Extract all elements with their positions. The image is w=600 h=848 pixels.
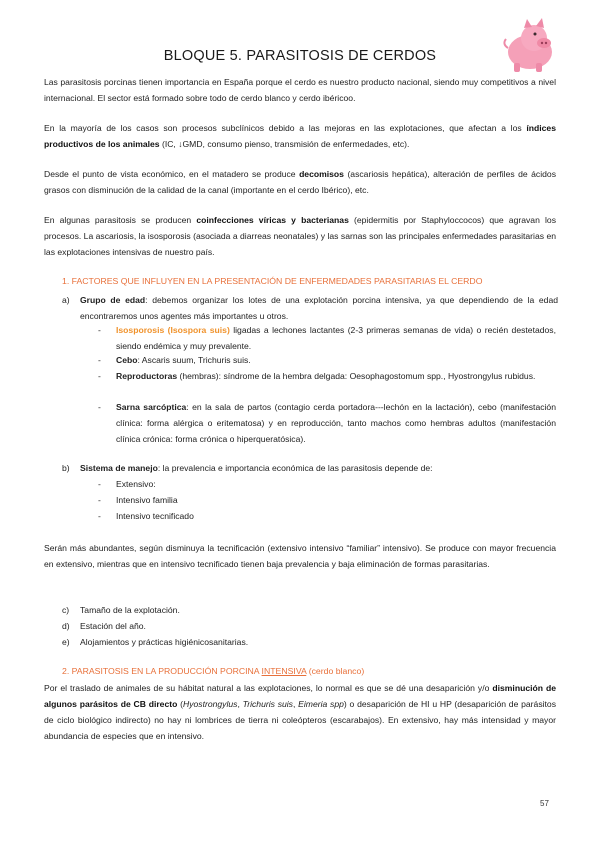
dash-marker: - bbox=[98, 371, 101, 381]
dash-marker: - bbox=[98, 402, 101, 412]
list-item-season: Estación del año. bbox=[80, 621, 146, 631]
list-marker-e: e) bbox=[62, 637, 70, 647]
list-item-housing: Alojamientos y prácticas higiénicosanitarias. bbox=[80, 637, 249, 647]
list-item-age-group: Grupo de edad: debemos organizar los lotes de una explotación porcina intensiva, ya que dependiendo de la edad encontraremos unos agentes más importantes u otros. bbox=[80, 295, 558, 321]
section-2-heading: 2. PARASITOSIS EN LA PRODUCCIÓN PORCINA INTENSIVA (cerdo blanco) bbox=[62, 666, 365, 676]
list-item-sarna: Sarna sarcóptica: en la sala de partos (contagio cerda portadora---lechón en la lactación), cebo (manifestación clínica: forma alérgica o eritematosa) y en reproducción, tanto machos como hembras adultos (manifestación clínica crónica: forma crónica o hiperqueratósica). bbox=[116, 402, 556, 444]
dash-marker: - bbox=[98, 511, 101, 521]
list-item-isosporosis: Isosporosis (Isospora suis) ligadas a lechones lactantes (2-3 primeras semanas de vida) o recién destetados, siendo endémica y muy prevalente. bbox=[116, 325, 556, 351]
list-item-management-system: Sistema de manejo: la prevalencia e importancia económica de las parasitosis depende de: bbox=[80, 463, 433, 473]
page-title: BLOQUE 5. PARASITOSIS DE CERDOS bbox=[163, 48, 437, 64]
list-marker-b: b) bbox=[62, 463, 70, 473]
section-2-paragraph: Por el traslado de animales de su hábitat natural a las explotaciones, lo normal es que se dé una desaparición y/o disminución de algunos parásitos de CB directo (Hyostrongylus, Trichuris suis, Eimeria spp) o desaparición de HI u HP (desaparición de parásitos de ciclo biológico indirecto) no hay ni lombrices de tierra ni coleópteros (escarabajos). En extensivo, hay más intensidad y mayor abundancia de especies que en intensivo. bbox=[44, 683, 557, 741]
dash-marker: - bbox=[98, 355, 101, 365]
abundance-paragraph: Serán más abundantes, según disminuya la tecnificación (extensivo intensivo “familiar” intensivo). Se produce con mayor frecuencia en extensivo, mientras que en intensivo tecnificado tienen baja prevalencia y baja eliminación de formas parasitarias. bbox=[44, 543, 556, 569]
intro-paragraph-4: En algunas parasitosis se producen coinfecciones víricas y bacterianas (epidermitis por Staphyloccocos) que agravan los procesos. La ascariosis, la isosporosis (asociada a diarreas neonatales) y las sarnas son las principales enfermedades parasitarias en las explotaciones intensivas de nuestro país. bbox=[44, 215, 556, 257]
list-item-system: Intensivo familia bbox=[116, 495, 178, 505]
list-marker-c: c) bbox=[62, 605, 70, 615]
list-item-system: Intensivo tecnificado bbox=[116, 511, 194, 521]
list-marker-d: d) bbox=[62, 621, 70, 631]
list-item-cebo: Cebo: Ascaris suum, Trichuris suis. bbox=[116, 355, 251, 365]
page-number: 57 bbox=[540, 799, 549, 808]
intro-paragraph-3: Desde el punto de vista económico, en el matadero se produce decomisos (ascariosis hepática), alteración de perfiles de ácidos grasos con disminución de la calidad de la canal (importante en el cerdo Ibérico), etc. bbox=[44, 169, 556, 195]
dash-marker: - bbox=[98, 495, 101, 505]
list-item-reproductoras: Reproductoras (hembras): síndrome de la hembra delgada: Oesophagostomum spp., Hyostrongylus rubidus. bbox=[116, 371, 536, 381]
list-marker-a: a) bbox=[62, 295, 70, 305]
list-item-farm-size: Tamaño de la explotación. bbox=[80, 605, 180, 615]
list-item-system: Extensivo: bbox=[116, 479, 156, 489]
dash-marker: - bbox=[98, 479, 101, 489]
section-1-heading: 1. FACTORES QUE INFLUYEN EN LA PRESENTACIÓN DE ENFERMEDADES PARASITARIAS EL CERDO bbox=[62, 276, 483, 286]
pig-icon bbox=[500, 18, 562, 74]
intro-paragraph-2: En la mayoría de los casos son procesos subclínicos debido a las mejoras en las explotaciones, que afectan a los índices productivos de los animales (IC, ↓GMD, consumo pienso, transmisión de enfermedades, etc). bbox=[44, 123, 556, 149]
intro-paragraph-1: Las parasitosis porcinas tienen importancia en España porque el cerdo es nuestro producto nacional, siendo muy competitivos a nivel internacional. El sector está formado sobre todo de cerdo blanco y cerdo ibéricoo. bbox=[44, 77, 556, 103]
dash-marker: - bbox=[98, 325, 101, 335]
